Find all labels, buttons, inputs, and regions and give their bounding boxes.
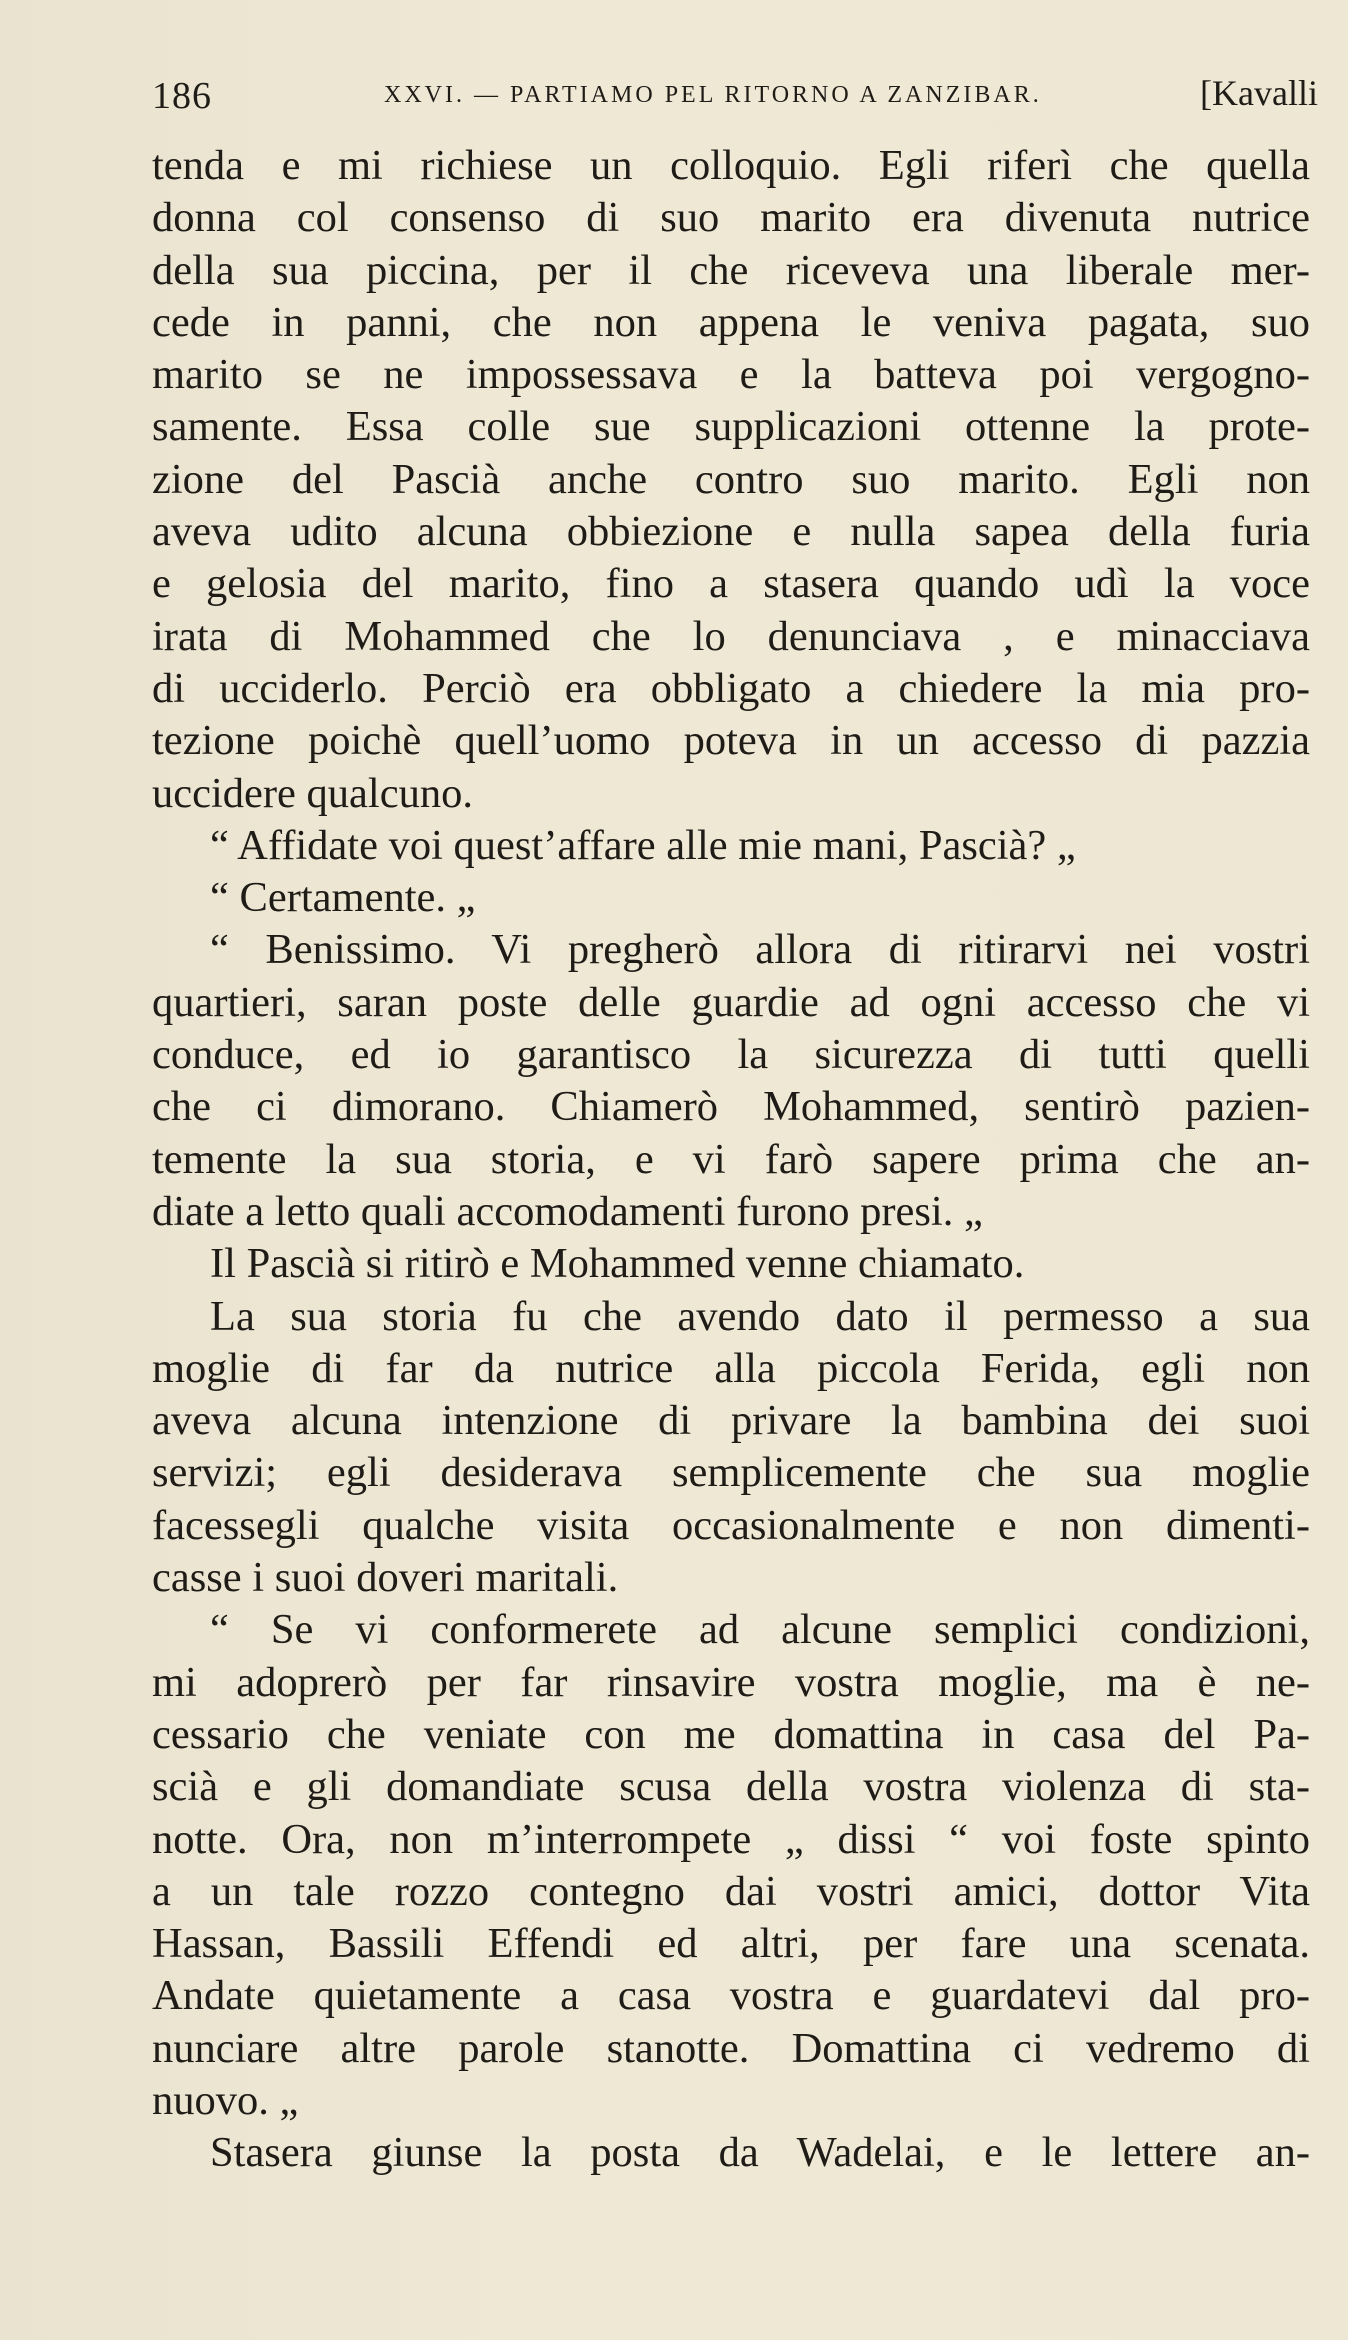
- text-line: La sua storia fu che avendo dato il permesso a sua: [210, 1292, 1310, 1340]
- text-line: uccidere qualcuno.: [152, 769, 473, 817]
- text-line: temente la sua storia, e vi farò sapere prima che an-: [152, 1135, 1310, 1183]
- text-line: “ Certamente. „: [210, 874, 476, 922]
- text-line: nunciare altre parole stanotte. Domattina ci vedremo di: [152, 2024, 1310, 2072]
- text-line: irata di Mohammed che lo denunciava , e minacciava: [152, 612, 1310, 660]
- page-number: 186: [152, 75, 212, 117]
- text-line: che ci dimorano. Chiamerò Mohammed, sentirò pazien-: [152, 1083, 1310, 1131]
- body-text: [152, 140, 1310, 2180]
- text-line: Stasera giunse la posta da Wadelai, e le lettere an-: [210, 2129, 1310, 2177]
- running-title: XXVI. — PARTIAMO PEL RITORNO A ZANZIBAR.: [384, 82, 1042, 108]
- running-author-tag: [Kavalli: [1200, 73, 1318, 113]
- text-line: aveva alcuna intenzione di privare la bambina dei suoi: [152, 1397, 1310, 1445]
- text-line: “ Se vi conformerete ad alcune semplici condizioni,: [210, 1606, 1310, 1654]
- text-line: Il Pascià si ritirò e Mohammed venne chiamato.: [210, 1240, 1025, 1288]
- text-line: nuovo. „: [152, 2076, 299, 2124]
- text-line: “ Benissimo. Vi pregherò allora di ritirarvi nei vostri: [210, 926, 1310, 974]
- text-line: di ucciderlo. Perciò era obbligato a chiedere la mia pro-: [152, 664, 1310, 712]
- text-line: e gelosia del marito, fino a stasera quando udì la voce: [152, 560, 1310, 608]
- text-line: cessario che veniate con me domattina in casa del Pa-: [152, 1710, 1310, 1758]
- text-line: mi adoprerò per far rinsavire vostra moglie, ma è ne-: [152, 1658, 1310, 1706]
- text-line: marito se ne impossessava e la batteva poi vergogno-: [152, 351, 1310, 399]
- page-header: [152, 64, 1326, 124]
- text-line: tenda e mi richiese un colloquio. Egli riferì che quella: [152, 142, 1310, 189]
- text-line: tezione poichè quell’uomo poteva in un accesso di pazzia: [152, 717, 1310, 765]
- text-line: servizi; egli desiderava semplicemente che sua moglie: [152, 1449, 1310, 1497]
- text-line: conduce, ed io garantisco la sicurezza di tutti quelli: [152, 1031, 1310, 1079]
- text-line: cede in panni, che non appena le veniva pagata, suo: [152, 298, 1310, 346]
- text-line: notte. Ora, non m’interrompete „ dissi “ voi foste spinto: [152, 1815, 1310, 1863]
- text-line: samente. Essa colle sue supplicazioni ottenne la prote-: [152, 403, 1310, 451]
- text-line: della sua piccina, per il che riceveva una liberale mer-: [152, 246, 1310, 294]
- text-line: a un tale rozzo contegno dai vostri amici, dottor Vita: [152, 1867, 1310, 1915]
- text-line: quartieri, saran poste delle guardie ad ogni accesso che vi: [152, 978, 1310, 1026]
- text-line: aveva udito alcuna obbiezione e nulla sapea della furia: [152, 508, 1310, 556]
- text-line: Hassan, Bassili Effendi ed altri, per fare una scenata.: [152, 1920, 1310, 1968]
- text-line: facessegli qualche visita occasionalmente e non dimenti-: [152, 1501, 1310, 1549]
- text-line: scià e gli domandiate scusa della vostra violenza di sta-: [152, 1763, 1310, 1811]
- text-line: moglie di far da nutrice alla piccola Ferida, egli non: [152, 1344, 1310, 1392]
- text-line: Andate quietamente a casa vostra e guardatevi dal pro-: [152, 1972, 1310, 2020]
- text-line: casse i suoi doveri maritali.: [152, 1554, 619, 1602]
- text-line: donna col consenso di suo marito era divenuta nutrice: [152, 194, 1310, 242]
- text-line: diate a letto quali accomodamenti furono presi. „: [152, 1187, 983, 1235]
- text-line: zione del Pascià anche contro suo marito. Egli non: [152, 455, 1310, 503]
- text-line: “ Affidate voi quest’affare alle mie mani, Pascià? „: [210, 821, 1076, 869]
